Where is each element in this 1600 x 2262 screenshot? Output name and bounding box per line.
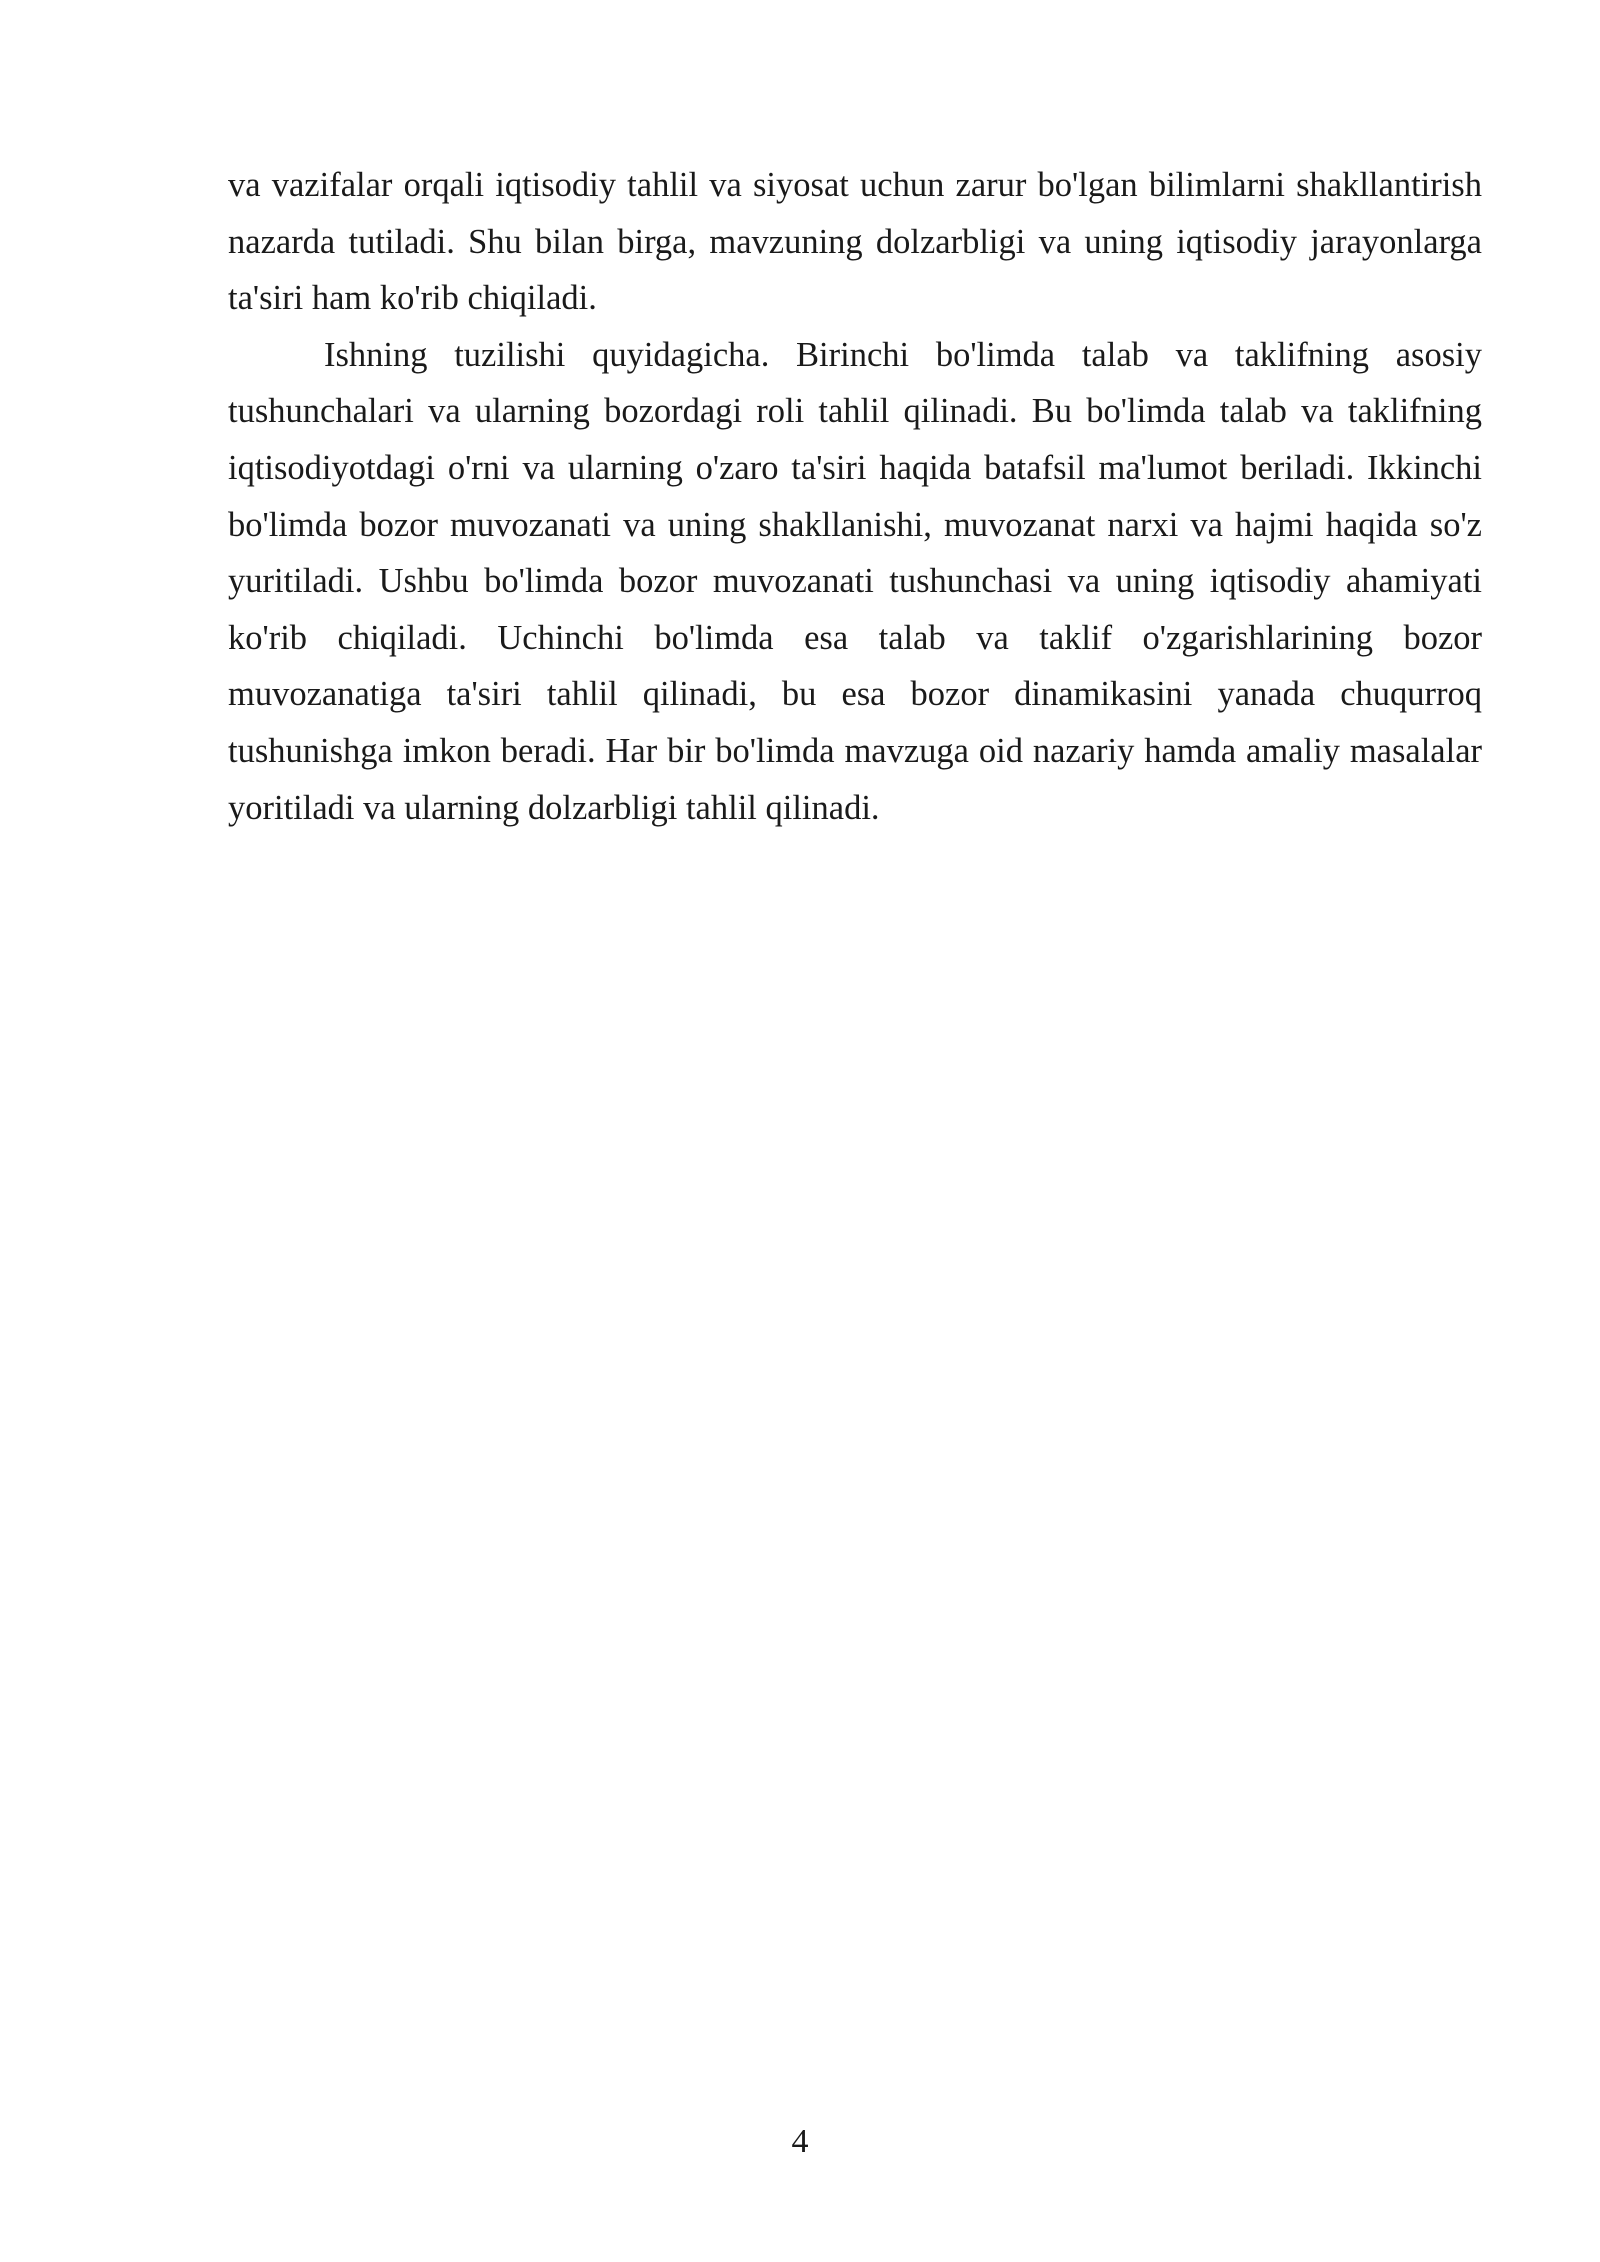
page-number: 4 bbox=[791, 2123, 809, 2160]
paragraph-structure: Ishning tuzilishi quyidagicha. Birinchi bo'limda talab va taklifning asosiy tushunchalari va ularning bozordagi roli tahlil qilinadi. Bu bo'limda talab va taklifning iqtisodiyotdagi o'rni va ularning o'zaro ta'siri haqida batafsil ma'lumot beriladi. Ikkinchi bo'limda bozor muvozanati va uning shakllanishi, muvozanat narxi va hajmi haqida so'z yuritiladi. Ushbu bo'limda bozor muvozanati tushunchasi va uning iqtisodiy ahamiyati ko'rib chiqiladi. Uchinchi bo'limda esa talab va taklif o'zgarishlarining bozor muvozanatiga ta'siri tahlil qilinadi, bu esa bozor dinamikasini yanada chuqurroq tushunishga imkon beradi. Har bir bo'limda mavzuga oid nazariy hamda amaliy masalalar yoritiladi va ularning dolzarbligi tahlil qilinadi. bbox=[228, 335, 1482, 827]
body-text bbox=[228, 157, 1482, 836]
paragraph-continuation: va vazifalar orqali iqtisodiy tahlil va siyosat uchun zarur bo'lgan bilimlarni shakllantirish nazarda tutiladi. Shu bilan birga, mavzuning dolzarbligi va uning iqtisodiy jarayonlarga ta'siri ham ko'rib chiqiladi. bbox=[228, 166, 1482, 318]
